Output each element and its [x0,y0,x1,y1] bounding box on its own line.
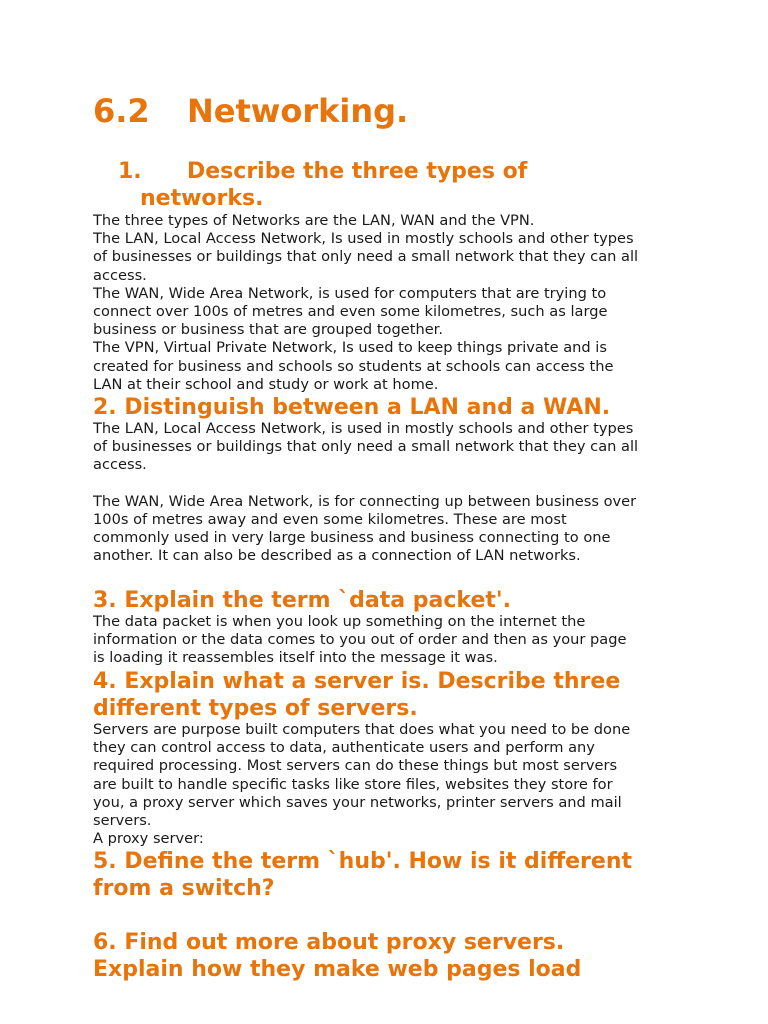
body-line: is loading it reassembles itself into the message it was. [93,649,498,667]
section-3-heading: 3. Explain the term `data packet'. [93,588,511,613]
body-line: another. It can also be described as a connection of LAN networks. [93,547,581,565]
section-6-heading-line1: 6. Find out more about proxy servers. [93,930,565,955]
body-line [93,475,638,493]
section-1-heading-line1: Describe the three types of [187,159,528,184]
body-line: The LAN, Local Access Network, is used in mostly schools and other types [93,420,634,437]
body-line: Servers are purpose built computers that does what you need to be done [93,721,631,738]
section-5-heading-line2: from a switch? [93,876,275,901]
section-5-heading [93,848,632,902]
section-6-heading-line2: Explain how they make web pages load [93,957,582,982]
body-line: The VPN, Virtual Private Network, Is used to keep things private and is [93,339,607,357]
body-line: connect over 100s of metres and even some kilometres, such as large [93,303,608,321]
body-line: of businesses or buildings that only need a small network that they can all [93,248,639,266]
body-line: The WAN, Wide Area Network, is used for computers that are trying to [93,284,607,302]
body-line: commonly used in very large business and business connecting to one [93,529,611,547]
body-line: The data packet is when you look up something on the internet the [93,613,586,630]
section-4-body [93,721,630,848]
section-2-heading: 2. Distinguish between a LAN and a WAN. [93,395,611,420]
body-line: 100s of metres away and even some kilometres. These are most [93,511,567,529]
section-3-body [93,613,626,668]
page-title [93,91,408,131]
section-4-heading-line1: 4. Explain what a server is. Describe three [93,669,621,694]
section-1-body [93,212,638,394]
body-line: business or business that are grouped together. [93,321,443,339]
section-5-heading-line1: 5. Define the term `hub'. How is it different [93,849,633,874]
body-line: access. [93,456,147,474]
body-line: The three types of Networks are the LAN, WAN and the VPN. [93,212,535,229]
body-line: are built to handle specific tasks like store files, websites they store for [93,775,613,793]
section-1-heading [118,158,527,212]
section-2-body [93,420,638,566]
title-number: 6.2 [93,92,150,130]
title-text: Networking. [187,92,409,130]
body-line: information or the data comes to you out of order and then as your page [93,631,627,649]
body-line: The LAN, Local Access Network, Is used in mostly schools and other types [93,230,634,248]
section-1-heading-line2: networks. [140,186,264,211]
body-line: The WAN, Wide Area Network, is for connecting up between business over [93,492,637,510]
section-4-heading [93,668,620,722]
body-line: A proxy server: [93,830,204,848]
section-4-heading-line2: different types of servers. [93,696,418,721]
body-line: access. [93,266,147,284]
section-1-number: 1. [118,159,142,184]
body-line: of businesses or buildings that only need a small network that they can all [93,438,639,456]
body-line: required processing. Most servers can do these things but most servers [93,757,618,775]
body-line: they can control access to data, authenticate users and perform any [93,739,595,757]
body-line: LAN at their school and study or work at home. [93,375,439,393]
body-line: created for business and schools so students at schools can access the [93,357,614,375]
section-6-heading [93,929,581,983]
body-line: servers. [93,812,152,830]
body-line: you, a proxy server which saves your networks, printer servers and mail [93,793,622,811]
